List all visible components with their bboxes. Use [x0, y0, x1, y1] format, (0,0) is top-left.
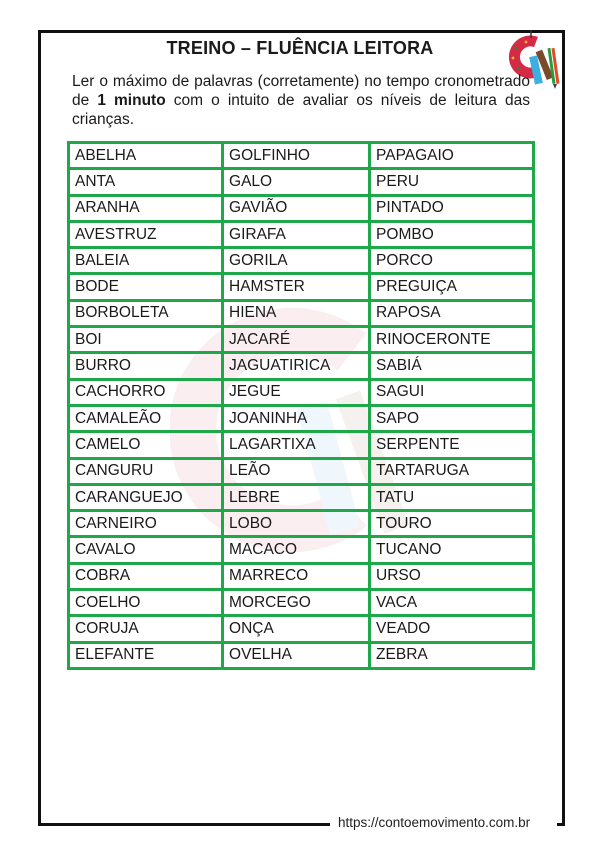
word-cell: LEÃO	[223, 458, 370, 484]
table-row	[69, 221, 534, 247]
word-cell: PERU	[370, 169, 534, 195]
word-cell: URSO	[370, 563, 534, 589]
word-cell: GORILA	[223, 248, 370, 274]
word-cell: BOI	[69, 327, 223, 353]
word-cell: VACA	[370, 590, 534, 616]
word-cell: COELHO	[69, 590, 223, 616]
word-cell: GIRAFA	[223, 221, 370, 247]
word-cell: CAMELO	[69, 432, 223, 458]
page-title: TREINO – FLUÊNCIA LEITORA	[166, 38, 434, 58]
word-cell: ANTA	[69, 169, 223, 195]
table-row	[69, 590, 534, 616]
word-cell: JEGUE	[223, 379, 370, 405]
word-cell: RINOCERONTE	[370, 327, 534, 353]
word-cell: TATU	[370, 484, 534, 510]
table-row	[69, 511, 534, 537]
word-cell: ZEBRA	[370, 642, 534, 668]
table-row	[69, 537, 534, 563]
word-cell: VEADO	[370, 616, 534, 642]
word-cell: CACHORRO	[69, 379, 223, 405]
instructions-text-end: com o intuito de avaliar os níveis de leitura das crianças.	[72, 92, 530, 128]
word-cell: OVELHA	[223, 642, 370, 668]
word-cell: ARANHA	[69, 195, 223, 221]
table-row	[69, 169, 534, 195]
word-cell: PREGUIÇA	[370, 274, 534, 300]
word-cell: CARANGUEJO	[69, 484, 223, 510]
footer-url[interactable]: https://contoemovimento.com.br	[338, 815, 531, 830]
word-cell: BORBOLETA	[69, 300, 223, 326]
word-cell: MARRECO	[223, 563, 370, 589]
table-row	[69, 563, 534, 589]
word-cell: CORUJA	[69, 616, 223, 642]
word-cell: SERPENTE	[370, 432, 534, 458]
word-cell: TARTARUGA	[370, 458, 534, 484]
instructions-paragraph	[72, 72, 530, 129]
word-cell: GAVIÃO	[223, 195, 370, 221]
table-row	[69, 353, 534, 379]
frame-bottom-line-left	[38, 823, 330, 826]
word-cell: ELEFANTE	[69, 642, 223, 668]
word-cell: BALEIA	[69, 248, 223, 274]
word-cell: SABIÁ	[370, 353, 534, 379]
word-cell: COBRA	[69, 563, 223, 589]
word-cell: CANGURU	[69, 458, 223, 484]
word-cell: GALO	[223, 169, 370, 195]
table-row	[69, 143, 534, 169]
table-row	[69, 432, 534, 458]
word-cell: PINTADO	[370, 195, 534, 221]
word-cell: POMBO	[370, 221, 534, 247]
word-cell: JAGUATIRICA	[223, 353, 370, 379]
word-cell: SAPO	[370, 405, 534, 431]
word-cell: GOLFINHO	[223, 143, 370, 169]
word-cell: CARNEIRO	[69, 511, 223, 537]
frame-bottom-line-right	[557, 823, 562, 826]
table-row	[69, 616, 534, 642]
word-cell: CAVALO	[69, 537, 223, 563]
word-cell: BURRO	[69, 353, 223, 379]
word-cell: RAPOSA	[370, 300, 534, 326]
word-table-body	[69, 143, 534, 669]
word-cell: ABELHA	[69, 143, 223, 169]
table-row	[69, 274, 534, 300]
table-row	[69, 248, 534, 274]
instructions-duration: 1 minuto	[97, 92, 166, 109]
word-cell: LEBRE	[223, 484, 370, 510]
table-row	[69, 195, 534, 221]
word-cell: CAMALEÃO	[69, 405, 223, 431]
word-cell: MACACO	[223, 537, 370, 563]
table-row	[69, 484, 534, 510]
word-cell: JOANINHA	[223, 405, 370, 431]
word-cell: SAGUI	[370, 379, 534, 405]
word-cell: HIENA	[223, 300, 370, 326]
word-cell: HAMSTER	[223, 274, 370, 300]
instructions-text-start: Ler o máximo de palavras (corretamente) no tempo cronometrado de	[72, 73, 530, 109]
table-row	[69, 405, 534, 431]
word-cell: PAPAGAIO	[370, 143, 534, 169]
word-cell: BODE	[69, 274, 223, 300]
word-cell: AVESTRUZ	[69, 221, 223, 247]
table-row	[69, 327, 534, 353]
word-cell: JACARÉ	[223, 327, 370, 353]
word-cell: TUCANO	[370, 537, 534, 563]
word-cell: PORCO	[370, 248, 534, 274]
word-cell: ONÇA	[223, 616, 370, 642]
word-cell: TOURO	[370, 511, 534, 537]
word-cell: LAGARTIXA	[223, 432, 370, 458]
word-cell: LOBO	[223, 511, 370, 537]
table-row	[69, 642, 534, 668]
word-table	[67, 141, 535, 670]
table-row	[69, 300, 534, 326]
table-row	[69, 379, 534, 405]
table-row	[69, 458, 534, 484]
word-cell: MORCEGO	[223, 590, 370, 616]
